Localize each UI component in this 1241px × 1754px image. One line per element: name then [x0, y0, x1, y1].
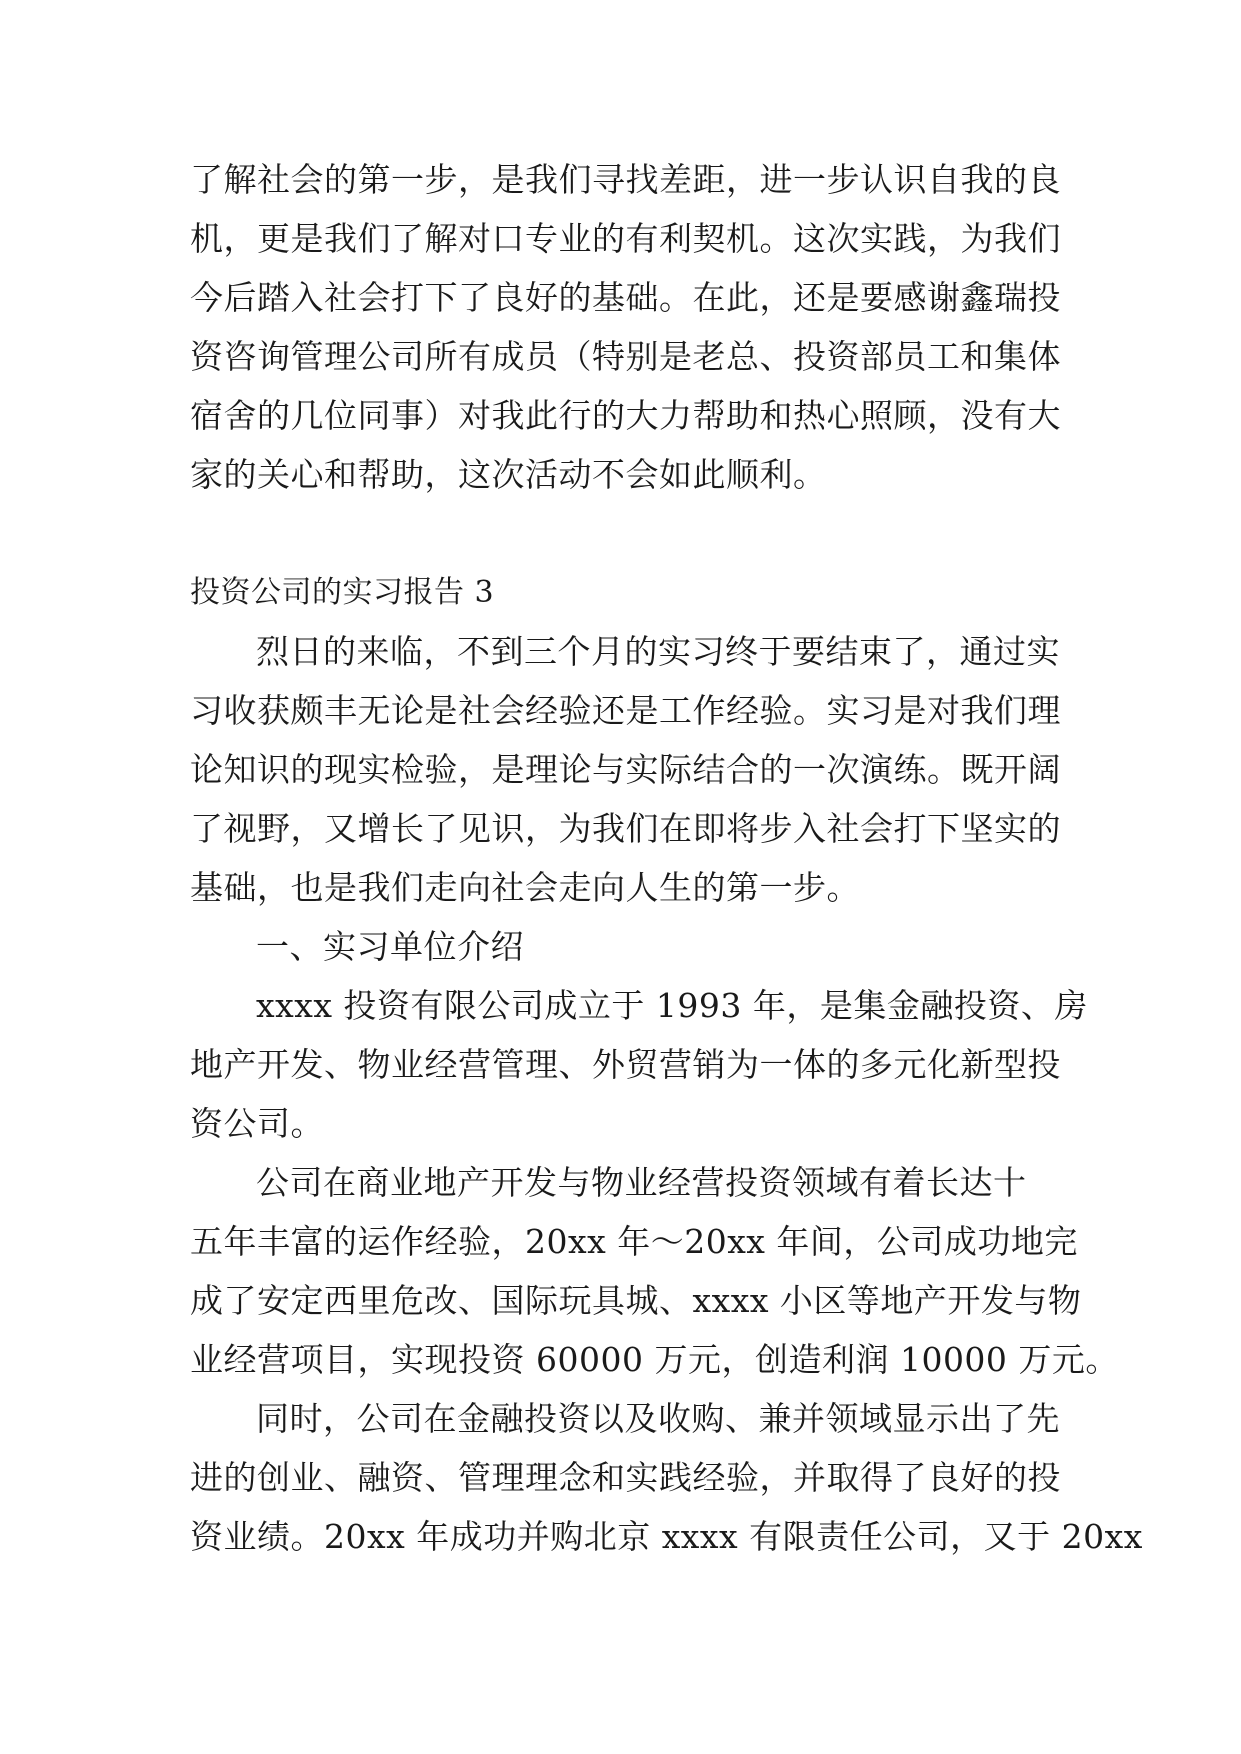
- subheading: 一、实习单位介绍: [256, 927, 524, 966]
- paragraph-finance: [190, 1389, 1143, 1566]
- text-line: 了视野，又增长了见识，为我们在即将步入社会打下坚实的: [190, 809, 1061, 848]
- text-line: 同时，公司在金融投资以及收购、兼并领域显示出了先: [256, 1399, 1060, 1438]
- text-line: 业经营项目，实现投资 60000 万元，创造利润 10000 万元。: [190, 1340, 1119, 1379]
- text-line: 资业绩。20xx 年成功并购北京 xxxx 有限责任公司，又于 20xx: [190, 1517, 1143, 1556]
- paragraph-intro: [190, 622, 1061, 917]
- text-line: 宿舍的几位同事）对我此行的大力帮助和热心照顾，没有大: [190, 396, 1061, 435]
- text-line: 烈日的来临，不到三个月的实习终于要结束了，通过实: [256, 632, 1060, 671]
- text-line: 论知识的现实检验，是理论与实际结合的一次演练。既开阔: [190, 750, 1061, 789]
- text-line: 机，更是我们了解对口专业的有利契机。这次实践，为我们: [190, 219, 1061, 258]
- section-title: 投资公司的实习报告 3: [190, 575, 495, 610]
- text-line: xxxx 投资有限公司成立于 1993 年，是集金融投资、房: [256, 986, 1088, 1025]
- text-line: 家的关心和帮助，这次活动不会如此顺利。: [190, 455, 827, 494]
- blank-line: [190, 504, 1050, 563]
- text-line: 五年丰富的运作经验，20xx 年～20xx 年间，公司成功地完: [190, 1222, 1078, 1261]
- text-line: 进的创业、融资、管理理念和实践经验，并取得了良好的投: [190, 1458, 1061, 1497]
- text-line: 公司在商业地产开发与物业经营投资领域有着长达十: [256, 1163, 1027, 1202]
- document-page: [190, 150, 1143, 1566]
- text-line: 资公司。: [190, 1104, 324, 1143]
- text-line: 习收获颇丰无论是社会经验还是工作经验。实习是对我们理: [190, 691, 1061, 730]
- paragraph-closing: [190, 150, 1061, 504]
- text-line: 了解社会的第一步，是我们寻找差距，进一步认识自我的良: [190, 160, 1061, 199]
- paragraph-experience: [190, 1153, 1119, 1389]
- text-line: 基础，也是我们走向社会走向人生的第一步。: [190, 868, 860, 907]
- paragraph-company: [190, 976, 1088, 1153]
- text-line: 成了安定西里危改、国际玩具城、xxxx 小区等地产开发与物: [190, 1281, 1082, 1320]
- text-line: 今后踏入社会打下了良好的基础。在此，还是要感谢鑫瑞投: [190, 278, 1061, 317]
- text-line: 地产开发、物业经营管理、外贸营销为一体的多元化新型投: [190, 1045, 1061, 1084]
- text-line: 资咨询管理公司所有成员（特别是老总、投资部员工和集体: [190, 337, 1061, 376]
